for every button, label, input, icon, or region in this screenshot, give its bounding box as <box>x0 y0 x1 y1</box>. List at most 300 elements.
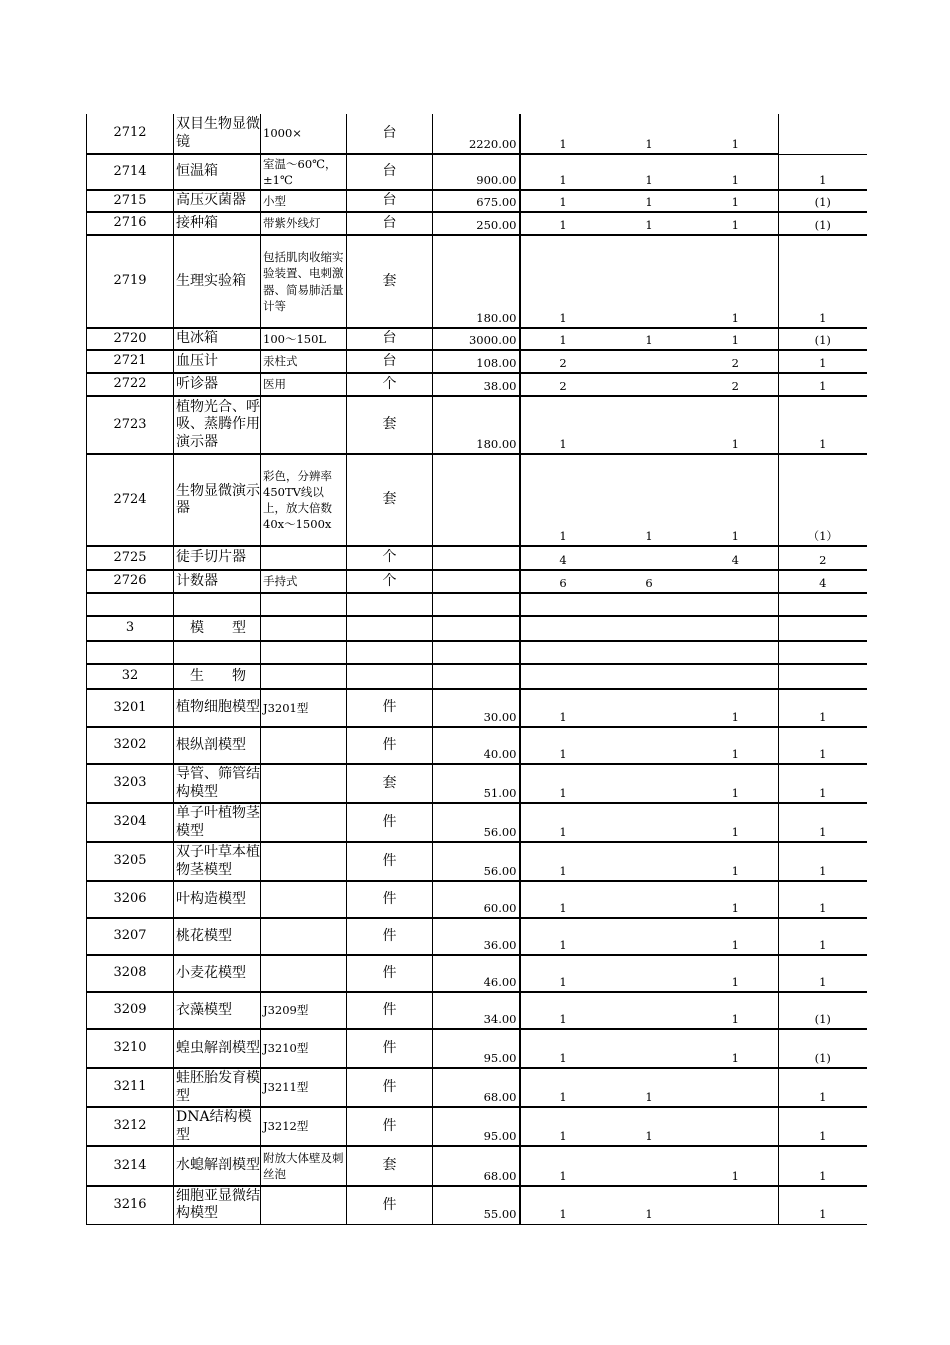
qty-col-1: 1 <box>520 881 606 918</box>
item-name: 恒温箱 <box>174 154 261 190</box>
item-unit: 件 <box>347 955 433 992</box>
item-unit: 件 <box>347 1186 433 1224</box>
item-price: 56.00 <box>433 803 520 842</box>
item-price: 36.00 <box>433 918 520 955</box>
qty-col-1: 1 <box>520 1107 606 1146</box>
item-price <box>433 454 520 546</box>
qty-col-2: 1 <box>606 328 693 350</box>
qty-col-2 <box>606 664 693 689</box>
qty-col-4 <box>779 664 867 689</box>
item-price: 68.00 <box>433 1146 520 1186</box>
item-code: 3212 <box>87 1107 174 1146</box>
qty-col-3: 1 <box>693 328 779 350</box>
qty-col-2 <box>606 918 693 955</box>
table-row <box>87 764 867 803</box>
table-row <box>87 803 867 842</box>
qty-col-2 <box>606 955 693 992</box>
item-spec <box>261 881 347 918</box>
item-name: 生物显微演示器 <box>174 454 261 546</box>
item-spec <box>261 616 347 641</box>
table-row <box>87 881 867 918</box>
qty-col-3: 1 <box>693 235 779 328</box>
item-spec: J3201型 <box>261 689 347 727</box>
table-row <box>87 955 867 992</box>
item-code: 2724 <box>87 454 174 546</box>
item-spec: 1000× <box>261 114 347 154</box>
item-unit: 件 <box>347 842 433 881</box>
table-row <box>87 593 867 616</box>
item-price: 250.00 <box>433 212 520 235</box>
table-row <box>87 154 867 190</box>
item-price: 95.00 <box>433 1029 520 1068</box>
qty-col-3: 1 <box>693 955 779 992</box>
item-name: 植物光合、呼吸、蒸腾作用演示器 <box>174 396 261 454</box>
item-spec: J3212型 <box>261 1107 347 1146</box>
item-spec <box>261 1186 347 1224</box>
qty-col-2 <box>606 546 693 570</box>
table-row <box>87 842 867 881</box>
item-spec: 100～150L <box>261 328 347 350</box>
item-price: 108.00 <box>433 350 520 373</box>
item-spec <box>261 641 347 664</box>
item-price <box>433 616 520 641</box>
item-code: 3208 <box>87 955 174 992</box>
qty-col-2 <box>606 992 693 1029</box>
item-code: 3202 <box>87 727 174 764</box>
qty-col-3 <box>693 1186 779 1224</box>
qty-col-2 <box>606 373 693 396</box>
qty-col-1 <box>520 593 606 616</box>
qty-col-1: 1 <box>520 1029 606 1068</box>
table-row <box>87 454 867 546</box>
item-name: 单子叶植物茎模型 <box>174 803 261 842</box>
item-name: DNA结构模型 <box>174 1107 261 1146</box>
qty-col-1: 1 <box>520 454 606 546</box>
qty-col-2 <box>606 803 693 842</box>
qty-col-3 <box>693 664 779 689</box>
item-code: 3205 <box>87 842 174 881</box>
qty-col-3: 1 <box>693 803 779 842</box>
qty-col-2 <box>606 616 693 641</box>
item-code: 3210 <box>87 1029 174 1068</box>
table-row <box>87 1146 867 1186</box>
item-price: 180.00 <box>433 396 520 454</box>
qty-col-1: 1 <box>520 396 606 454</box>
item-price: 3000.00 <box>433 328 520 350</box>
item-unit: 台 <box>347 190 433 212</box>
qty-col-1: 1 <box>520 764 606 803</box>
qty-col-4: 1 <box>779 373 867 396</box>
item-name: 电冰箱 <box>174 328 261 350</box>
item-name: 蝗虫解剖模型 <box>174 1029 261 1068</box>
item-spec: 彩色，分辨率450TV线以上，放大倍数40x～1500x <box>261 454 347 546</box>
table-row <box>87 727 867 764</box>
item-price: 34.00 <box>433 992 520 1029</box>
item-name: 计数器 <box>174 570 261 593</box>
item-code <box>87 593 174 616</box>
qty-col-3 <box>693 616 779 641</box>
qty-col-1: 1 <box>520 918 606 955</box>
item-code: 3201 <box>87 689 174 727</box>
table-row <box>87 1186 867 1224</box>
item-code <box>87 641 174 664</box>
qty-col-2 <box>606 1146 693 1186</box>
item-spec <box>261 803 347 842</box>
qty-col-4: (1) <box>779 1029 867 1068</box>
item-price <box>433 641 520 664</box>
item-name: 桃花模型 <box>174 918 261 955</box>
item-unit: 件 <box>347 1068 433 1107</box>
qty-col-2 <box>606 1029 693 1068</box>
qty-col-1: 1 <box>520 803 606 842</box>
qty-col-3: 1 <box>693 764 779 803</box>
qty-col-1: 1 <box>520 955 606 992</box>
item-spec: 医用 <box>261 373 347 396</box>
qty-col-4: (1) <box>779 328 867 350</box>
qty-col-2 <box>606 764 693 803</box>
qty-col-4: 1 <box>779 154 867 190</box>
qty-col-4: 1 <box>779 955 867 992</box>
item-spec <box>261 396 347 454</box>
item-name: 水螅解剖模型 <box>174 1146 261 1186</box>
qty-col-2: 1 <box>606 114 693 154</box>
table-row <box>87 641 867 664</box>
qty-col-2 <box>606 593 693 616</box>
qty-col-3: 1 <box>693 190 779 212</box>
item-name: 徒手切片器 <box>174 546 261 570</box>
item-spec <box>261 842 347 881</box>
item-price: 95.00 <box>433 1107 520 1146</box>
qty-col-2 <box>606 689 693 727</box>
item-spec <box>261 593 347 616</box>
qty-col-1: 6 <box>520 570 606 593</box>
qty-col-4: （1） <box>779 454 867 546</box>
qty-col-3: 2 <box>693 350 779 373</box>
item-code: 2721 <box>87 350 174 373</box>
item-unit: 台 <box>347 154 433 190</box>
qty-col-1: 1 <box>520 992 606 1029</box>
table-row <box>87 212 867 235</box>
qty-col-2 <box>606 881 693 918</box>
item-unit <box>347 593 433 616</box>
qty-col-3 <box>693 641 779 664</box>
qty-col-1: 1 <box>520 727 606 764</box>
item-price <box>433 593 520 616</box>
qty-col-3: 4 <box>693 546 779 570</box>
item-spec: 室温～60℃，±1℃ <box>261 154 347 190</box>
item-spec <box>261 764 347 803</box>
qty-col-4: 1 <box>779 235 867 328</box>
item-name: 生 物 <box>174 664 261 689</box>
table-row <box>87 546 867 570</box>
item-name: 叶构造模型 <box>174 881 261 918</box>
qty-col-1 <box>520 616 606 641</box>
item-name <box>174 593 261 616</box>
item-unit: 件 <box>347 1029 433 1068</box>
qty-col-4 <box>779 593 867 616</box>
table-row <box>87 689 867 727</box>
table-row <box>87 992 867 1029</box>
item-unit: 件 <box>347 918 433 955</box>
item-unit: 套 <box>347 396 433 454</box>
qty-col-3 <box>693 1068 779 1107</box>
qty-col-1: 2 <box>520 350 606 373</box>
qty-col-1: 1 <box>520 842 606 881</box>
table-row <box>87 1107 867 1146</box>
qty-col-3: 1 <box>693 689 779 727</box>
item-spec: 附放大体壁及刺丝泡 <box>261 1146 347 1186</box>
item-code: 2722 <box>87 373 174 396</box>
item-name: 蛙胚胎发育模型 <box>174 1068 261 1107</box>
item-unit: 套 <box>347 454 433 546</box>
qty-col-1: 1 <box>520 689 606 727</box>
item-unit: 件 <box>347 881 433 918</box>
item-code: 2726 <box>87 570 174 593</box>
qty-col-4: 1 <box>779 396 867 454</box>
qty-col-2 <box>606 641 693 664</box>
item-name: 血压计 <box>174 350 261 373</box>
item-price: 68.00 <box>433 1068 520 1107</box>
item-name: 衣藻模型 <box>174 992 261 1029</box>
item-code: 3206 <box>87 881 174 918</box>
table-row <box>87 235 867 328</box>
item-price: 51.00 <box>433 764 520 803</box>
item-code: 3204 <box>87 803 174 842</box>
equipment-table <box>86 114 867 1225</box>
item-name: 双目生物显微镜 <box>174 114 261 154</box>
qty-col-3: 1 <box>693 727 779 764</box>
qty-col-2: 6 <box>606 570 693 593</box>
qty-col-1: 1 <box>520 328 606 350</box>
item-name: 小麦花模型 <box>174 955 261 992</box>
item-code: 2725 <box>87 546 174 570</box>
item-price: 55.00 <box>433 1186 520 1224</box>
qty-col-4 <box>779 641 867 664</box>
table-row <box>87 664 867 689</box>
qty-col-3: 1 <box>693 454 779 546</box>
qty-col-4: (1) <box>779 212 867 235</box>
item-name <box>174 641 261 664</box>
qty-col-4: 1 <box>779 1146 867 1186</box>
item-price: 180.00 <box>433 235 520 328</box>
qty-col-4: 2 <box>779 546 867 570</box>
table-row <box>87 350 867 373</box>
qty-col-2 <box>606 396 693 454</box>
item-unit: 套 <box>347 1146 433 1186</box>
qty-col-2 <box>606 350 693 373</box>
qty-col-4 <box>779 616 867 641</box>
item-code: 3203 <box>87 764 174 803</box>
item-spec: J3211型 <box>261 1068 347 1107</box>
item-unit: 台 <box>347 114 433 154</box>
qty-col-3: 1 <box>693 992 779 1029</box>
item-code: 3216 <box>87 1186 174 1224</box>
table-row <box>87 616 867 641</box>
table-row <box>87 570 867 593</box>
item-spec: 包括肌肉收缩实验装置、电刺激器、简易肺活量计等 <box>261 235 347 328</box>
item-unit: 个 <box>347 570 433 593</box>
item-code: 3 <box>87 616 174 641</box>
item-unit: 件 <box>347 689 433 727</box>
item-name: 细胞亚显微结构模型 <box>174 1186 261 1224</box>
qty-col-3 <box>693 570 779 593</box>
table-row <box>87 114 867 154</box>
qty-col-4: 1 <box>779 918 867 955</box>
qty-col-3: 2 <box>693 373 779 396</box>
item-name: 根纵剖模型 <box>174 727 261 764</box>
qty-col-2: 1 <box>606 1068 693 1107</box>
item-spec: 小型 <box>261 190 347 212</box>
item-unit: 个 <box>347 373 433 396</box>
item-code: 2720 <box>87 328 174 350</box>
item-unit: 台 <box>347 350 433 373</box>
item-price: 30.00 <box>433 689 520 727</box>
item-price: 40.00 <box>433 727 520 764</box>
item-code: 2719 <box>87 235 174 328</box>
item-code: 32 <box>87 664 174 689</box>
item-price: 900.00 <box>433 154 520 190</box>
qty-col-2 <box>606 727 693 764</box>
item-spec: 带紫外线灯 <box>261 212 347 235</box>
qty-col-4: 1 <box>779 842 867 881</box>
item-unit <box>347 641 433 664</box>
item-price: 46.00 <box>433 955 520 992</box>
item-unit: 件 <box>347 992 433 1029</box>
item-price <box>433 570 520 593</box>
qty-col-1: 2 <box>520 373 606 396</box>
qty-col-1: 4 <box>520 546 606 570</box>
item-price <box>433 664 520 689</box>
qty-col-2: 1 <box>606 454 693 546</box>
item-unit: 套 <box>347 235 433 328</box>
item-unit: 个 <box>347 546 433 570</box>
item-unit: 件 <box>347 803 433 842</box>
item-code: 2723 <box>87 396 174 454</box>
item-unit: 台 <box>347 212 433 235</box>
item-unit: 套 <box>347 764 433 803</box>
item-name: 接种箱 <box>174 212 261 235</box>
item-price: 2220.00 <box>433 114 520 154</box>
item-code: 3207 <box>87 918 174 955</box>
qty-col-4: 1 <box>779 764 867 803</box>
item-spec <box>261 918 347 955</box>
table-row <box>87 328 867 350</box>
qty-col-3: 1 <box>693 918 779 955</box>
item-name: 高压灭菌器 <box>174 190 261 212</box>
item-spec: 手持式 <box>261 570 347 593</box>
item-unit: 件 <box>347 1107 433 1146</box>
qty-col-4: 1 <box>779 881 867 918</box>
item-name: 听诊器 <box>174 373 261 396</box>
item-price <box>433 546 520 570</box>
qty-col-4: 1 <box>779 1068 867 1107</box>
qty-col-2: 1 <box>606 190 693 212</box>
qty-col-4: 1 <box>779 727 867 764</box>
qty-col-3: 1 <box>693 881 779 918</box>
item-spec: J3209型 <box>261 992 347 1029</box>
qty-col-1: 1 <box>520 154 606 190</box>
item-price: 60.00 <box>433 881 520 918</box>
qty-col-1: 1 <box>520 1068 606 1107</box>
item-name: 模 型 <box>174 616 261 641</box>
qty-col-1 <box>520 641 606 664</box>
qty-col-4: 1 <box>779 1107 867 1146</box>
qty-col-1: 1 <box>520 1146 606 1186</box>
qty-col-1: 1 <box>520 1186 606 1224</box>
item-code: 3209 <box>87 992 174 1029</box>
item-name: 植物细胞模型 <box>174 689 261 727</box>
item-spec <box>261 546 347 570</box>
qty-col-2 <box>606 235 693 328</box>
item-code: 2712 <box>87 114 174 154</box>
qty-col-4: 1 <box>779 689 867 727</box>
item-unit: 台 <box>347 328 433 350</box>
item-code: 3211 <box>87 1068 174 1107</box>
qty-col-2 <box>606 842 693 881</box>
table-row <box>87 190 867 212</box>
item-code: 3214 <box>87 1146 174 1186</box>
item-spec: J3210型 <box>261 1029 347 1068</box>
qty-col-1: 1 <box>520 190 606 212</box>
table-row <box>87 1068 867 1107</box>
qty-col-2: 1 <box>606 154 693 190</box>
qty-col-3 <box>693 593 779 616</box>
item-code: 2714 <box>87 154 174 190</box>
table-row <box>87 1029 867 1068</box>
qty-col-3: 1 <box>693 154 779 190</box>
item-code: 2715 <box>87 190 174 212</box>
qty-col-3: 1 <box>693 1146 779 1186</box>
qty-col-3 <box>693 1107 779 1146</box>
qty-col-4: 4 <box>779 570 867 593</box>
item-price: 56.00 <box>433 842 520 881</box>
item-price: 675.00 <box>433 190 520 212</box>
qty-col-4: (1) <box>779 992 867 1029</box>
qty-col-4 <box>779 114 867 154</box>
qty-col-3: 1 <box>693 842 779 881</box>
qty-col-1: 1 <box>520 114 606 154</box>
qty-col-2: 1 <box>606 212 693 235</box>
table-row <box>87 396 867 454</box>
qty-col-3: 1 <box>693 212 779 235</box>
table-row <box>87 373 867 396</box>
item-price: 38.00 <box>433 373 520 396</box>
qty-col-4: 1 <box>779 803 867 842</box>
qty-col-1 <box>520 664 606 689</box>
qty-col-3: 1 <box>693 114 779 154</box>
item-name: 导管、筛管结构模型 <box>174 764 261 803</box>
table-row <box>87 918 867 955</box>
qty-col-1: 1 <box>520 212 606 235</box>
qty-col-4: 1 <box>779 350 867 373</box>
item-code: 2716 <box>87 212 174 235</box>
qty-col-1: 1 <box>520 235 606 328</box>
qty-col-4: (1) <box>779 190 867 212</box>
item-name: 生理实验箱 <box>174 235 261 328</box>
item-spec <box>261 727 347 764</box>
item-unit: 件 <box>347 727 433 764</box>
item-unit <box>347 616 433 641</box>
qty-col-3: 1 <box>693 1029 779 1068</box>
item-unit <box>347 664 433 689</box>
qty-col-2: 1 <box>606 1186 693 1224</box>
item-spec <box>261 955 347 992</box>
qty-col-2: 1 <box>606 1107 693 1146</box>
item-spec <box>261 664 347 689</box>
item-spec: 汞柱式 <box>261 350 347 373</box>
qty-col-4: 1 <box>779 1186 867 1224</box>
qty-col-3: 1 <box>693 396 779 454</box>
